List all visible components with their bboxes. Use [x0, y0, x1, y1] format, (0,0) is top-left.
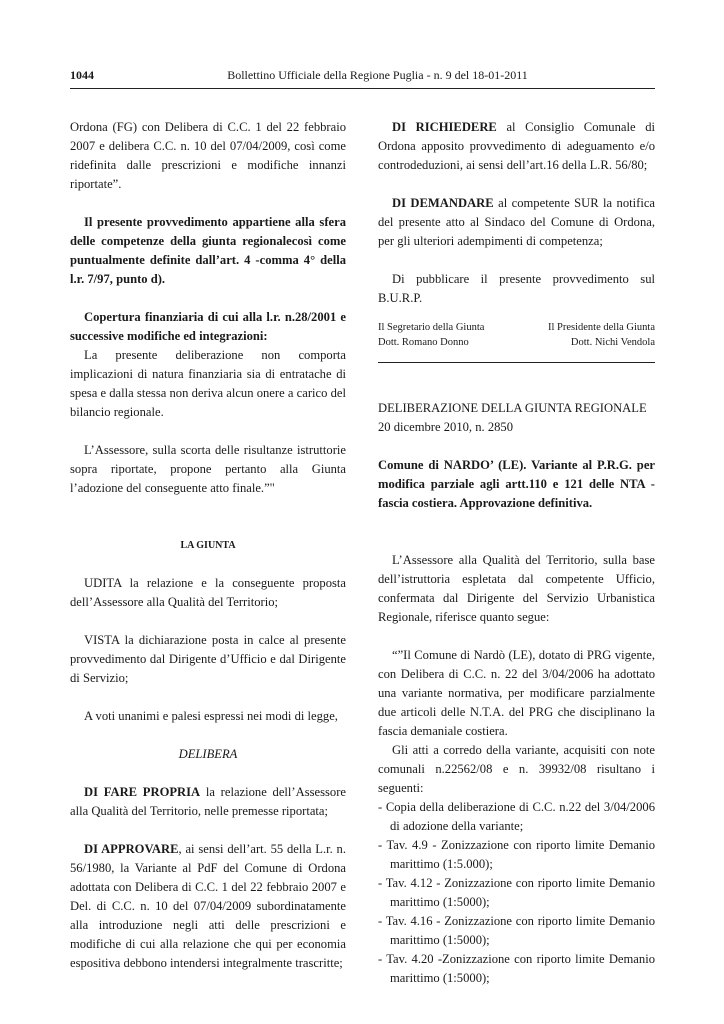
paragraph: Gli atti a corredo della variante, acquisiti con note comunali n.22562/08 e n. 39932/08 risultano i seguenti:: [378, 743, 655, 795]
paragraph: La presente deliberazione non comporta implicazioni di natura finanziaria sia di entratache di spesa e dalla stessa non deriva alcun onere a carico del bilancio regionale.: [70, 348, 346, 419]
clause-text: la relazione dell’Assessore alla Qualità del Territorio, nelle premesse riportata;: [70, 785, 346, 818]
page-number: 1044: [70, 68, 94, 82]
la-giunta-heading: LA GIUNTA: [180, 540, 236, 551]
paragraph: Il presente provvedimento appartiene alla sfera delle competenze della giunta regionalecosì come puntualmente definite dall’art. 4 -comma 4° della l.r. 7/97, punto d).: [70, 215, 346, 286]
paragraph: Di pubblicare il presente provvedimento sul B.U.R.P.: [378, 272, 655, 305]
clause-label: DI FARE PROPRIA: [84, 785, 201, 799]
signature-right-name: Dott. Nichi Vendola: [570, 337, 655, 348]
clause-label: DI RICHIEDERE: [392, 120, 497, 134]
paragraph: [378, 194, 655, 251]
signature-left-role: Il Segretario della Giunta: [378, 322, 485, 333]
right-column: [378, 118, 655, 988]
paragraph: “”Il Comune di Nardò (LE), dotato di PRG vigente, con Delibera di C.C. n. 22 del 3/04/2006 ha adottato una variante normativa, per modificare parzialmente due articoli delle N.T.A. del PRG che disciplinano la fascia demaniale costiera.: [378, 648, 655, 738]
paragraph: A voti unanimi e palesi espressi nei modi di legge,: [84, 709, 338, 723]
page-header: [70, 68, 655, 89]
clause-text: al Consiglio Comunale di Ordona apposito provvedimento di adeguamento e/o controdeduzioni, ai sensi dell’art.16 della L.R. 56/80;: [378, 120, 655, 172]
clause-label: DI DEMANDARE: [392, 196, 494, 210]
left-column: [70, 118, 346, 973]
signature-block: [378, 320, 655, 350]
signature-left-name: Dott. Romano Donno: [378, 337, 469, 348]
deliberation-title: Comune di NARDO’ (LE). Variante al P.R.G. per modifica parziale agli artt.110 e 121 delle NTA - fascia costiera. Approvazione definitiva.: [378, 458, 655, 510]
list-item: - Tav. 4.12 - Zonizzazione con riporto limite Demanio marittimo (1:5000);: [378, 876, 655, 909]
paragraph: [378, 118, 655, 175]
list-item: - Tav. 4.16 - Zonizzazione con riporto limite Demanio marittimo (1:5000);: [378, 914, 655, 947]
clause-text: al competente SUR la notifica del presente atto al Sindaco del Comune di Ordona, per gli ulteriori adempimenti di competenza;: [378, 196, 655, 248]
clause-label: DI APPROVARE: [84, 842, 179, 856]
list-item: - Tav. 4.9 - Zonizzazione con riporto limite Demanio marittimo (1:5.000);: [378, 838, 655, 871]
financial-heading: Copertura finanziaria di cui alla l.r. n.28/2001 e successive modifiche ed integrazioni:: [70, 310, 346, 343]
paragraph: Ordona (FG) con Delibera di C.C. 1 del 22 febbraio 2007 e delibera C.C. n. 10 del 07/04/2009, così come ridefinita dalle prescrizioni e modifiche innanzi riportate”.: [70, 120, 346, 191]
paragraph: UDITA la relazione e la conseguente proposta dell’Assessore alla Qualità del Territorio;: [70, 576, 346, 609]
bulletin-title: Bollettino Ufficiale della Regione Puglia - n. 9 del 18-01-2011: [227, 68, 528, 82]
attachments-list: [378, 798, 655, 988]
list-item: - Copia della deliberazione di C.C. n.22 del 3/04/2006 di adozione della variante;: [378, 800, 655, 833]
signature-right-role: Il Presidente della Giunta: [547, 322, 655, 333]
delibera-heading: DELIBERA: [178, 747, 238, 761]
paragraph: L’Assessore, sulla scorta delle risultanze istruttorie sopra riportate, propone pertanto alla Giunta l’adozione del conseguente atto finale.”": [70, 443, 346, 495]
paragraph: VISTA la dichiarazione posta in calce al presente provvedimento dal Dirigente d’Ufficio e dal Dirigente di Servizio;: [70, 633, 346, 685]
clause-text: , ai sensi dell’art. 55 della L.r. n. 56/1980, la Variante al PdF del Comune di Ordona adottata con Delibera di C.C. 1 del 22 febbraio 2007 e Del. di C.C. n. 10 del 07/04/2009 subordinatamente alla introduzione negli atti delle prescrizioni e modifiche di cui alla relazione che qui per economia espositiva debbono intendersi integralmente trascritte;: [70, 842, 346, 970]
deliberation-heading: DELIBERAZIONE DELLA GIUNTA REGIONALE 20 dicembre 2010, n. 2850: [378, 401, 647, 434]
paragraph: [70, 783, 346, 821]
paragraph: [70, 840, 346, 973]
list-item: - Tav. 4.20 -Zonizzazione con riporto limite Demanio marittimo (1:5000);: [378, 952, 655, 985]
paragraph: L’Assessore alla Qualità del Territorio, sulla base dell’istruttoria espletata dal competente Ufficio, confermata dal Dirigente del Servizio Urbanistica Regionale, riferisce quanto segue:: [378, 553, 655, 624]
